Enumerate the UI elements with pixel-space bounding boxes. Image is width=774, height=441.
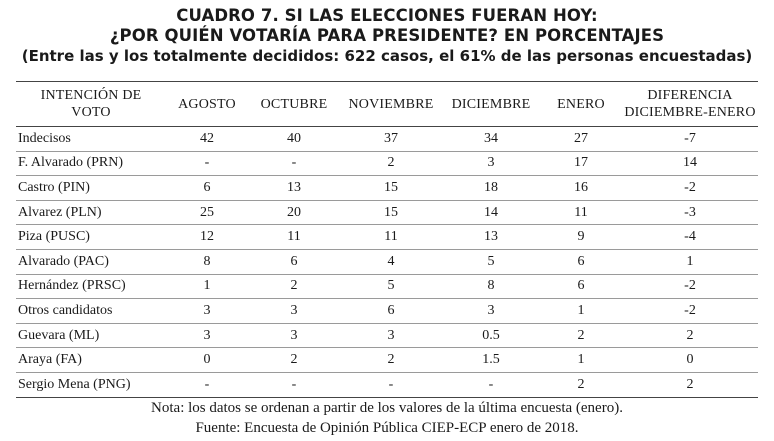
table-cell: 8 xyxy=(166,249,248,274)
table-row xyxy=(16,176,758,201)
column-header-line1: AGOSTO xyxy=(178,96,236,112)
column-header-line2: VOTO xyxy=(71,105,111,120)
table-cell: 1 xyxy=(166,274,248,299)
table-title: CUADRO 7. SI LAS ELECCIONES FUERAN HOY: xyxy=(176,6,598,25)
row-label: Hernández (PRSC) xyxy=(16,274,166,299)
column-header-0 xyxy=(16,82,166,127)
table-row xyxy=(16,225,758,250)
table-cell: 3 xyxy=(166,299,248,324)
table-cell: 5 xyxy=(340,274,442,299)
column-header-line1: ENERO xyxy=(557,96,605,112)
row-label: Piza (PUSC) xyxy=(16,225,166,250)
table-row xyxy=(16,249,758,274)
row-label: Castro (PIN) xyxy=(16,176,166,201)
row-label: Araya (FA) xyxy=(16,348,166,373)
table-cell: 14 xyxy=(622,151,758,176)
table-cell: 25 xyxy=(166,200,248,225)
row-label: Sergio Mena (PNG) xyxy=(16,372,166,397)
row-label: Alvarado (PAC) xyxy=(16,249,166,274)
table-cell: 2 xyxy=(540,372,622,397)
table-cell: 15 xyxy=(340,200,442,225)
row-label: Indecisos xyxy=(16,127,166,152)
table-cell: 0 xyxy=(622,348,758,373)
table-title-block xyxy=(0,6,774,66)
table-cell: 3 xyxy=(340,323,442,348)
table-cell: 34 xyxy=(442,127,540,152)
table-row xyxy=(16,348,758,373)
table-cell: -2 xyxy=(622,299,758,324)
table-cell: 3 xyxy=(442,151,540,176)
table-cell: 2 xyxy=(540,323,622,348)
row-label: Guevara (ML) xyxy=(16,323,166,348)
table-cell: 1 xyxy=(540,348,622,373)
table-cell: 2 xyxy=(622,372,758,397)
table-header-row xyxy=(16,82,758,127)
table-note: Nota: los datos se ordenan a partir de los valores de la última encuesta (enero). xyxy=(151,400,623,416)
table-cell: 6 xyxy=(540,274,622,299)
column-header-line2: DICIEMBRE-ENERO xyxy=(624,105,756,120)
table-cell: 27 xyxy=(540,127,622,152)
table-cell: -3 xyxy=(622,200,758,225)
table-cell: - xyxy=(166,372,248,397)
column-header-6 xyxy=(622,82,758,127)
table-cell: -2 xyxy=(622,274,758,299)
table-cell: 11 xyxy=(248,225,340,250)
table-cell: 9 xyxy=(540,225,622,250)
results-table-wrapper xyxy=(16,81,758,398)
table-row xyxy=(16,299,758,324)
table-cell: - xyxy=(248,151,340,176)
table-cell: 11 xyxy=(540,200,622,225)
column-header-line1: DIFERENCIA xyxy=(647,88,733,103)
table-source: Fuente: Encuesta de Opinión Pública CIEP-ECP enero de 2018. xyxy=(195,420,579,436)
table-cell: 6 xyxy=(248,249,340,274)
column-header-5 xyxy=(540,82,622,127)
table-cell: 0.5 xyxy=(442,323,540,348)
table-cell: - xyxy=(340,372,442,397)
table-row xyxy=(16,127,758,152)
column-header-line1: NOVIEMBRE xyxy=(348,96,434,112)
table-cell: 6 xyxy=(340,299,442,324)
table-cell: 1 xyxy=(540,299,622,324)
table-notes xyxy=(0,398,774,438)
table-cell: 8 xyxy=(442,274,540,299)
table-cell: 20 xyxy=(248,200,340,225)
table-cell: 12 xyxy=(166,225,248,250)
table-cell: 2 xyxy=(248,274,340,299)
table-row xyxy=(16,200,758,225)
column-header-line1: INTENCIÓN DE xyxy=(40,88,142,103)
table-cell: 17 xyxy=(540,151,622,176)
column-header-line1: DICIEMBRE xyxy=(451,96,531,112)
table-question: ¿POR QUIÉN VOTARÍA PARA PRESIDENTE? EN PORCENTAJES xyxy=(109,26,665,45)
table-cell: 13 xyxy=(442,225,540,250)
table-cell: - xyxy=(442,372,540,397)
table-cell: 1.5 xyxy=(442,348,540,373)
column-header-1 xyxy=(166,82,248,127)
table-cell: 0 xyxy=(166,348,248,373)
table-cell: 2 xyxy=(622,323,758,348)
column-header-3 xyxy=(340,82,442,127)
table-cell: -4 xyxy=(622,225,758,250)
table-cell: 1 xyxy=(622,249,758,274)
table-cell: 2 xyxy=(248,348,340,373)
table-row xyxy=(16,274,758,299)
vote-intention-table xyxy=(16,81,758,398)
table-cell: 14 xyxy=(442,200,540,225)
table-cell: 2 xyxy=(340,348,442,373)
table-cell: 3 xyxy=(442,299,540,324)
table-cell: 4 xyxy=(340,249,442,274)
row-label: F. Alvarado (PRN) xyxy=(16,151,166,176)
table-cell: 6 xyxy=(540,249,622,274)
table-cell: 40 xyxy=(248,127,340,152)
table-cell: 13 xyxy=(248,176,340,201)
table-cell: -7 xyxy=(622,127,758,152)
table-cell: 6 xyxy=(166,176,248,201)
table-cell: 37 xyxy=(340,127,442,152)
table-cell: 15 xyxy=(340,176,442,201)
table-cell: 11 xyxy=(340,225,442,250)
table-cell: 42 xyxy=(166,127,248,152)
row-label: Otros candidatos xyxy=(16,299,166,324)
table-cell: 3 xyxy=(248,299,340,324)
table-cell: 3 xyxy=(248,323,340,348)
table-subtitle: (Entre las y los totalmente decididos: 622 casos, el 61% de las personas encuestadas) xyxy=(21,47,753,65)
column-header-4 xyxy=(442,82,540,127)
table-row xyxy=(16,323,758,348)
table-cell: 5 xyxy=(442,249,540,274)
row-label: Alvarez (PLN) xyxy=(16,200,166,225)
table-cell: 16 xyxy=(540,176,622,201)
table-cell: - xyxy=(166,151,248,176)
column-header-line1: OCTUBRE xyxy=(260,96,328,112)
table-body xyxy=(16,127,758,398)
table-cell: 18 xyxy=(442,176,540,201)
table-cell: -2 xyxy=(622,176,758,201)
table-cell: 2 xyxy=(340,151,442,176)
table-row xyxy=(16,151,758,176)
table-row xyxy=(16,372,758,397)
column-header-2 xyxy=(248,82,340,127)
table-cell: 3 xyxy=(166,323,248,348)
table-cell: - xyxy=(248,372,340,397)
